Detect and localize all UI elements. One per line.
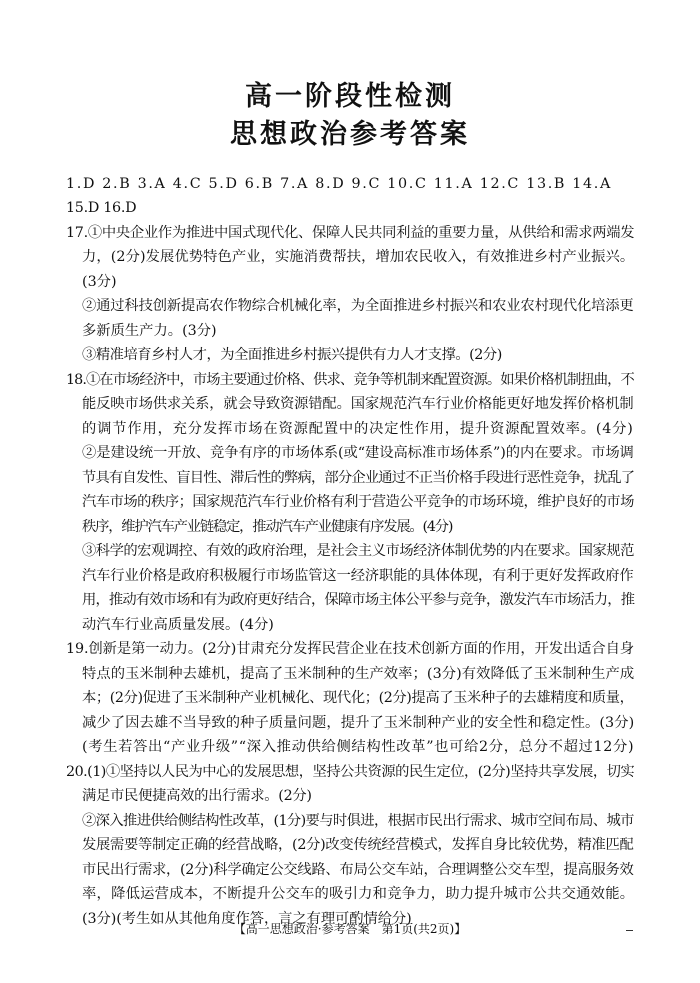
answer-line: 特点的玉米制种去雄机，提高了玉米制种的生产效率；(3分)有效降低了玉米制种生产成: [82, 666, 635, 682]
answer-line: 用，推动有效市场和有为政府更好结合，保障市场主体公平参与竞争，激发汽车市场活力，推: [82, 592, 635, 608]
answer-line: 节具有自发性、盲目性、滞后性的弊病，部分企业通过不正当价格手段进行恶性竞争，扰乱了: [82, 470, 635, 486]
answer-line: ③精准培育乡村人才，为全面推进乡村振兴提供有力人才支撑。(2分): [82, 347, 502, 363]
answer-line: 动汽车行业高质量发展。(4分): [82, 617, 274, 633]
answer-line: 汽车行业价格是政府积极履行市场监管这一经济职能的具体体现，有利于更好发挥政府作: [82, 568, 634, 584]
answer-line: 汽车市场的秩序；国家规范汽车行业价格有利于营造公平竞争的市场环境，维护良好的市场: [82, 494, 634, 510]
answer-line: 率，降低运营成本，不断提升公交车的吸引力和竞争力，助力提升城市公共交通效能。: [82, 886, 635, 902]
answer-line: 能反映市场供求关系，就会导致资源错配。国家规范汽车行业价格能更好地发挥价格机制: [82, 396, 634, 412]
answer-line: (考生若答出“产业升级”“深入推动供给侧结构性改革”也可给2分，总分不超过12分): [82, 739, 635, 755]
answer-line: 减少了因去雄不当导致的种子质量问题，提升了玉米制种产业的安全性和稳定性。(3分): [82, 715, 635, 731]
answer-line: 15.D 16.D: [66, 200, 137, 216]
page-title: 高一阶段性检测: [245, 81, 455, 112]
answer-line: 的调节作用，充分发挥市场在资源配置中的决定性作用，提升资源配置效率。(4分): [82, 421, 634, 437]
answer-line: (3分)(考生如从其他角度作答，言之有理可酌情给分): [82, 911, 412, 927]
answer-line: 满足市民便捷高效的出行需求。(2分): [82, 788, 312, 804]
corner-mark: [626, 930, 633, 931]
answer-line: 秩序，维护汽车产业链稳定，推动汽车产业健康有序发展。(4分): [82, 519, 453, 535]
page-subtitle: 思想政治参考答案: [230, 119, 470, 150]
answer-line: 18.①在市场经济中，市场主要通过价格、供求、竞争等机制来配置资源。如果价格机制扭曲，不: [66, 372, 634, 388]
answer-line: ③科学的宏观调控、有效的政府治理，是社会主义市场经济体制优势的内在要求。国家规范: [82, 543, 634, 559]
answer-line: 力，(2分)发展优势特色产业，实施消费帮扶，增加农民收入，有效推进乡村产业振兴。: [82, 249, 635, 265]
answer-line: (3分): [82, 274, 117, 290]
answer-line: 20.(1)①坚持以人民为中心的发展思想，坚持公共资源的民生定位，(2分)坚持共享发展，切实: [66, 764, 635, 780]
answer-line: 17.①中央企业作为推进中国式现代化、保障人民共同利益的重要力量，从供给和需求两端发: [66, 225, 635, 241]
answer-line: 市民出行需求，(2分)科学确定公交线路、布局公交车站，合理调整公交车型，提高服务效: [82, 862, 634, 878]
answer-line: 1.D 2.B 3.A 4.C 5.D 6.B 7.A 8.D 9.C 10.C 11.A 12.C 13.B 14.A: [66, 176, 612, 192]
page-footer: 【高一思想政治·参考答案 第1页(共2页)】: [233, 922, 467, 936]
answer-line: 发展需要等制定正确的经营战略，(2分)改变传统经营模式，发挥自身比较优势，精准匹配: [82, 837, 634, 853]
answer-line: ②是建设统一开放、竞争有序的市场体系(或“建设高标准市场体系”)的内在要求。市场调: [82, 445, 634, 461]
answer-line: 19.创新是第一动力。(2分)甘肃充分发挥民营企业在技术创新方面的作用，开发出适合自身: [66, 641, 634, 657]
answer-line: ②通过科技创新提高农作物综合机械化率，为全面推进乡村振兴和农业农村现代化培添更: [82, 298, 634, 314]
answer-line: 多新质生产力。(3分): [82, 323, 217, 339]
answer-line: ②深入推进供给侧结构性改革，(1分)要与时俱进，根据市民出行需求、城市空间布局、城市: [82, 813, 634, 829]
answer-line: 本；(2分)促进了玉米制种产业机械化、现代化；(2分)提高了玉米种子的去雄精度和质量，: [82, 690, 634, 706]
